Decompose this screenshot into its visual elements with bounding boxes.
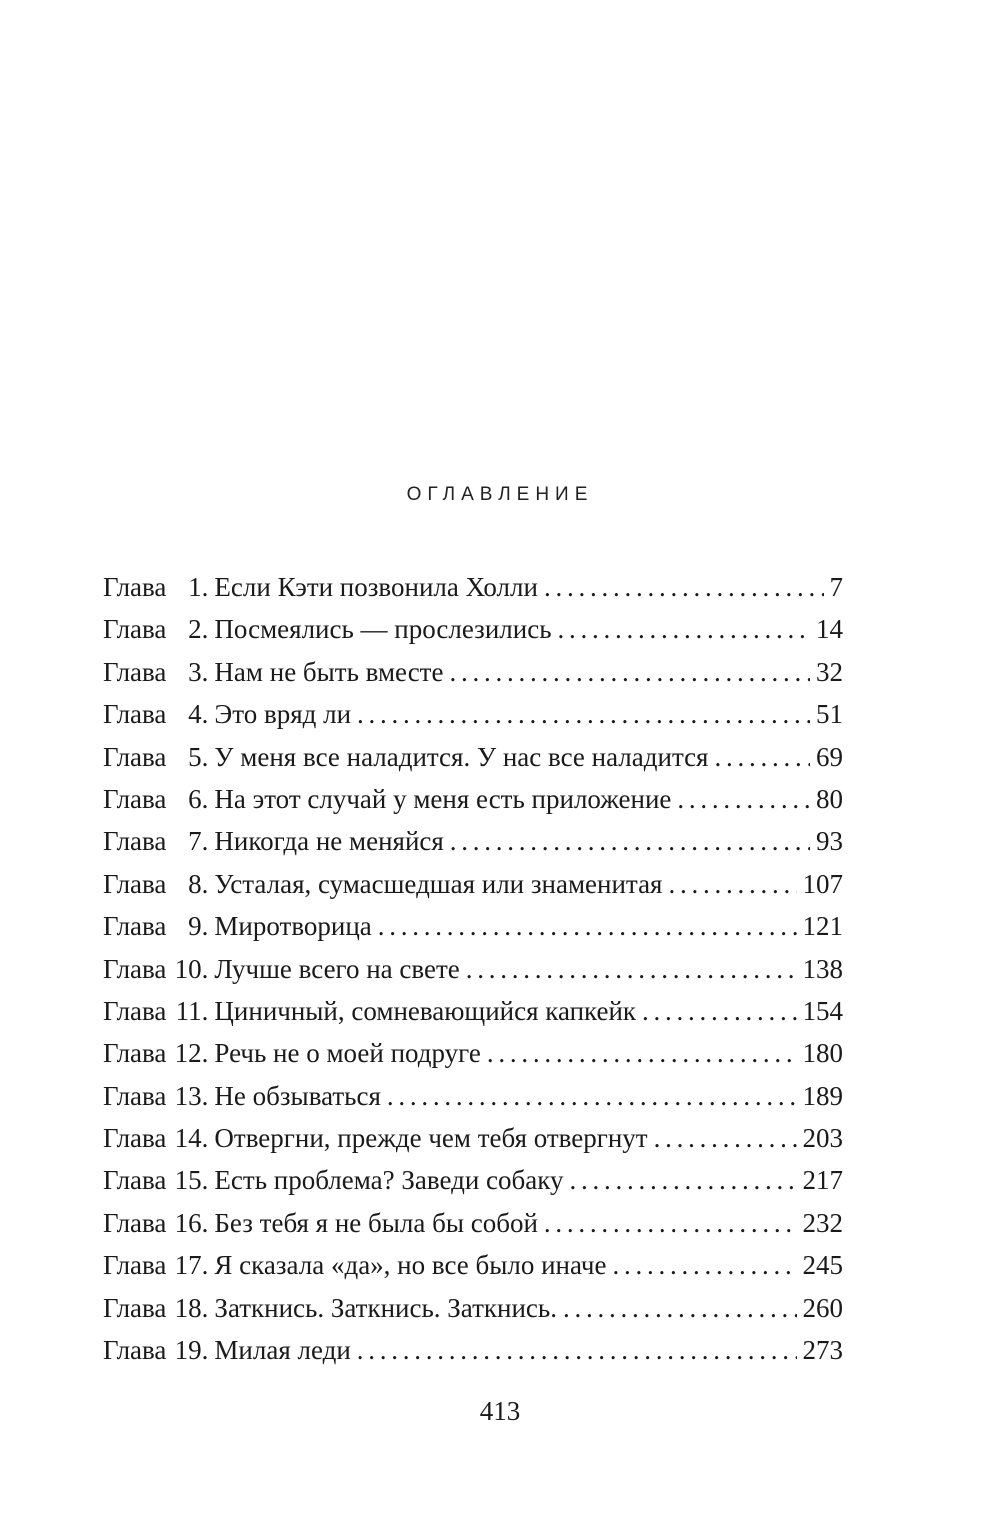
toc-entry (103, 572, 843, 614)
chapter-number: 9. (188, 911, 209, 942)
chapter-title: Лучше всего на свете (214, 953, 460, 984)
chapter-title: Если Кэти позвонила Холли (214, 572, 538, 602)
chapter-number: 4. (188, 699, 209, 730)
chapter-number: 1. (188, 572, 209, 602)
dot-leader (449, 657, 810, 688)
chapter-word: Глава (103, 911, 167, 942)
chapter-word: Глава (103, 1123, 167, 1154)
toc-entry (103, 1038, 843, 1080)
chapter-title: На этот случай у меня есть приложение (214, 783, 672, 814)
chapter-word: Глава (103, 1165, 167, 1196)
chapter-page-number: 80 (816, 783, 843, 814)
chapter-word: Глава (103, 868, 167, 899)
chapter-word: Глава (103, 1038, 167, 1069)
chapter-title: У меня все наладится. У нас все наладится (214, 741, 709, 772)
toc-entry (103, 784, 843, 826)
chapter-word: Глава (103, 614, 167, 645)
dot-leader (378, 911, 797, 942)
chapter-number: 17. (174, 1250, 209, 1281)
toc-entry (103, 699, 843, 741)
chapter-title: Милая леди (214, 1335, 351, 1366)
chapter-page-number: 138 (802, 953, 843, 984)
toc-entry (103, 1208, 843, 1250)
dot-leader (569, 1165, 796, 1196)
chapter-title: Никогда не меняйся (214, 826, 444, 857)
chapter-word: Глава (103, 699, 167, 730)
dot-leader (357, 699, 810, 730)
chapter-number: 12. (174, 1038, 209, 1069)
dot-leader (642, 996, 796, 1027)
toc-entry (103, 742, 843, 784)
chapter-page-number: 51 (816, 699, 843, 730)
chapter-number: 3. (188, 656, 209, 687)
dot-leader (558, 614, 810, 645)
chapter-page-number: 260 (802, 1292, 843, 1323)
toc-entry (103, 826, 843, 868)
chapter-number: 10. (174, 953, 209, 984)
dot-leader (668, 869, 796, 900)
dot-leader (487, 1038, 797, 1069)
toc-entry (103, 911, 843, 953)
chapter-word: Глава (103, 783, 167, 814)
chapter-word: Глава (103, 1335, 167, 1366)
chapter-title: Без тебя я не была бы собой (214, 1207, 538, 1238)
dot-leader (450, 826, 810, 857)
chapter-word: Глава (103, 741, 167, 772)
toc-entry (103, 869, 843, 911)
chapter-number: 7. (188, 826, 209, 857)
toc-entry (103, 954, 843, 996)
chapter-title: Заткнись. Заткнись. Заткнись. (214, 1292, 557, 1323)
toc-entry (103, 1123, 843, 1165)
chapter-number: 15. (174, 1165, 209, 1196)
toc-heading: ОГЛАВЛЕНИЕ (406, 484, 594, 505)
dot-leader (563, 1293, 797, 1324)
chapter-page-number: 232 (802, 1207, 843, 1238)
toc-entry (103, 1335, 843, 1377)
dot-leader (714, 742, 810, 773)
chapter-title: Усталая, сумасшедшая или знаменитая (214, 868, 663, 899)
chapter-number: 2. (188, 614, 209, 645)
chapter-number: 6. (188, 783, 209, 814)
dot-leader (357, 1335, 797, 1366)
chapter-title: Не обзываться (214, 1080, 381, 1111)
chapter-page-number: 107 (802, 868, 843, 899)
chapter-page-number: 245 (802, 1250, 843, 1281)
chapter-page-number: 217 (802, 1165, 843, 1196)
chapter-page-number: 273 (802, 1335, 843, 1366)
toc-entry (103, 996, 843, 1038)
toc-entry (103, 614, 843, 656)
chapter-title: Миротворица (214, 911, 372, 942)
dot-leader (677, 784, 810, 815)
chapter-title: Посмеялись — прослезились (214, 614, 552, 645)
chapter-word: Глава (103, 826, 167, 857)
chapter-page-number: 121 (802, 911, 843, 942)
chapter-title: Это вряд ли (214, 699, 352, 730)
toc-entry (103, 1081, 843, 1123)
chapter-word: Глава (103, 1080, 167, 1111)
chapter-page-number: 189 (802, 1080, 843, 1111)
chapter-number: 18. (174, 1292, 209, 1323)
chapter-title: Речь не о моей подруге (214, 1038, 481, 1069)
chapter-number: 5. (188, 741, 209, 772)
chapter-title: Циничный, сомневающийся капкейк (214, 995, 637, 1026)
dot-leader (466, 954, 797, 985)
chapter-page-number: 203 (802, 1123, 843, 1154)
chapter-word: Глава (103, 953, 167, 984)
chapter-page-number: 14 (816, 614, 843, 645)
chapter-word: Глава (103, 572, 167, 602)
chapter-title: Нам не быть вместе (214, 656, 444, 687)
chapter-page-number: 154 (802, 995, 843, 1026)
chapter-page-number: 69 (816, 741, 843, 772)
dot-leader (544, 1208, 797, 1239)
chapter-number: 16. (174, 1207, 209, 1238)
dot-leader (612, 1250, 796, 1281)
chapter-word: Глава (103, 1207, 167, 1238)
chapter-title: Отвергни, прежде чем тебя отвергнут (214, 1123, 648, 1154)
chapter-number: 19. (174, 1335, 209, 1366)
chapter-title: Я сказала «да», но все было иначе (214, 1250, 607, 1281)
chapter-word: Глава (103, 656, 167, 687)
table-of-contents (103, 572, 843, 1377)
chapter-word: Глава (103, 1250, 167, 1281)
dot-leader (387, 1081, 797, 1112)
toc-entry (103, 1165, 843, 1207)
page-number: 413 (479, 1396, 521, 1426)
toc-entry (103, 657, 843, 699)
chapter-page-number: 7 (829, 572, 843, 602)
chapter-number: 11. (175, 995, 209, 1026)
chapter-word: Глава (103, 995, 167, 1026)
toc-entry (103, 1250, 843, 1292)
chapter-number: 13. (174, 1080, 209, 1111)
chapter-title: Есть проблема? Заведи собаку (214, 1165, 564, 1196)
chapter-page-number: 32 (816, 656, 843, 687)
chapter-page-number: 93 (816, 826, 843, 857)
toc-entry (103, 1293, 843, 1335)
dot-leader (654, 1123, 797, 1154)
chapter-word: Глава (103, 1292, 167, 1323)
chapter-number: 14. (174, 1123, 209, 1154)
chapter-number: 8. (188, 868, 209, 899)
chapter-page-number: 180 (802, 1038, 843, 1069)
dot-leader (544, 572, 824, 603)
